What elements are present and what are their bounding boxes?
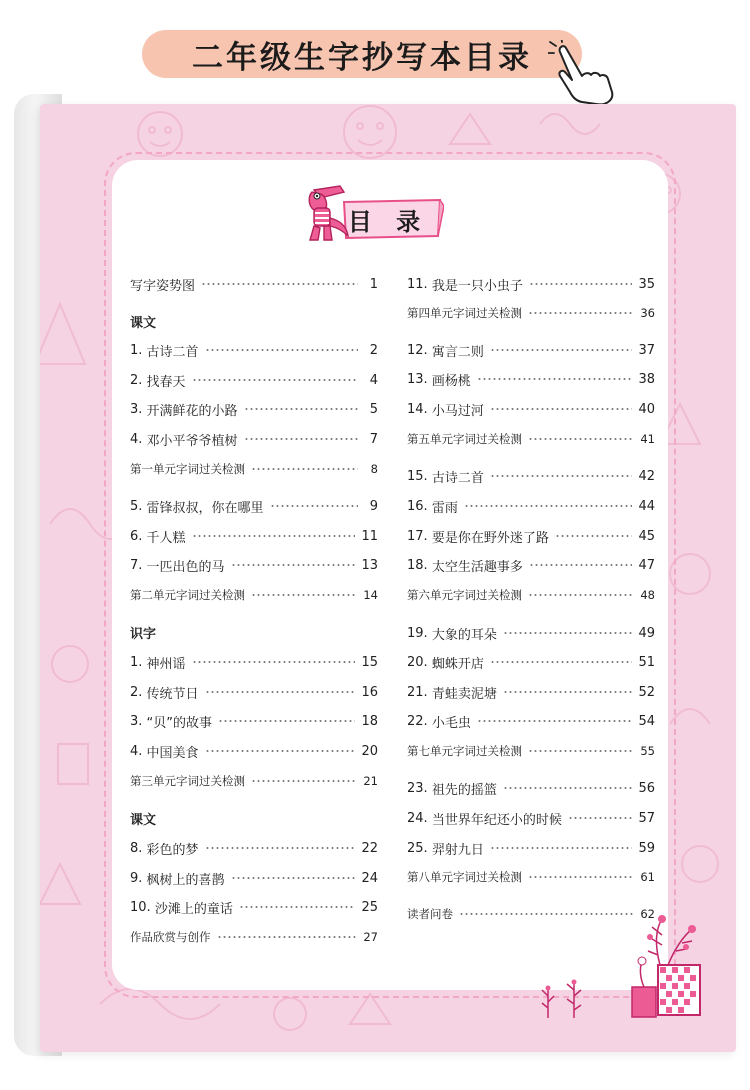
toc-page-number: 5 [369,401,378,417]
toc-page-number: 47 [638,557,655,573]
toc-leader-dots [555,535,633,537]
toc-page-number: 61 [640,870,655,884]
toc-title: 彩色的梦 [146,842,199,858]
toc-title: 雷锋叔叔，你在哪里 [146,500,264,516]
toc-leader-dots [205,750,356,752]
toc-title: 第一单元字词过关检测 [130,462,245,476]
toc-leader-dots [270,505,358,507]
toc-leader-dots [218,720,355,722]
toc-row[interactable] [130,681,378,703]
toc-title: 羿射九日 [431,842,484,858]
toc-leader-dots [528,876,634,878]
toc-title: 神州谣 [146,656,186,672]
toc-row[interactable] [130,740,378,762]
section-heading: 课文 [130,315,157,331]
toc-row[interactable] [407,710,655,732]
toc-leader-dots [459,913,634,915]
toc-page-number: 14 [363,588,378,602]
toc-title: 枫树上的喜鹊 [146,872,225,888]
toc-number: 13. [407,371,432,387]
toc-number: 14. [407,401,432,417]
toc-page-number: 11 [361,528,378,544]
toc-row[interactable] [130,428,378,450]
toc-leader-dots [244,408,358,410]
toc-page-number: 24 [361,870,378,886]
toc-number: 21. [407,684,432,700]
toc-row[interactable] [407,495,655,517]
toc-title: 大象的耳朵 [431,627,497,643]
toc-number: 22. [407,713,432,729]
toc-title: 当世界年纪还小的时候 [431,812,562,828]
toc-unit-check-row[interactable] [130,926,378,948]
toc-title: 找春天 [146,374,186,390]
toc-title: 蜘蛛开店 [431,656,484,672]
toc-leader-dots [528,750,634,752]
toc-unit-check-row[interactable] [407,903,655,925]
toc-leader-dots [503,632,633,634]
toc-row[interactable] [407,398,655,420]
toc-page-number: 44 [638,498,655,514]
toc-leader-dots [490,475,633,477]
toc-leader-dots [528,312,634,314]
toc-title: 中国美食 [146,745,199,761]
sprig-icon [536,978,592,1018]
toc-title: 青蛙卖泥塘 [431,686,497,702]
toc-leader-dots [205,847,356,849]
toc-leader-dots [568,817,633,819]
toc-page-number: 40 [638,401,655,417]
toc-number: 2. [130,372,147,388]
toc-number: 1. [130,342,147,358]
toc-title: 寓言二则 [431,344,484,360]
toc-number: 8. [130,840,147,856]
flower-pot-icon [622,915,708,1020]
toc-page-number: 35 [638,276,655,292]
pointing-hand-icon [548,40,622,106]
toc-row[interactable] [130,273,378,295]
toc-page-number: 9 [369,498,378,514]
toc-title: 写字姿势图 [130,278,196,294]
toc-page-number: 18 [361,713,378,729]
toc-page-number: 15 [361,654,378,670]
toc-number: 9. [130,870,147,886]
toc-title: 开满鲜花的小路 [146,403,238,419]
toc-leader-dots [231,564,356,566]
toc-number: 5. [130,498,147,514]
toc-number: 11. [407,276,432,292]
toc-leader-dots [490,661,633,663]
toc-page-number: 51 [638,654,655,670]
toc-page-number: 49 [638,625,655,641]
toc-number: 18. [407,557,432,573]
toc-row[interactable] [407,651,655,673]
toc-page-number: 42 [638,468,655,484]
toc-row[interactable] [407,837,655,859]
toc-leader-dots [529,564,633,566]
toc-title: 第五单元字词过关检测 [407,432,522,446]
toc-leader-dots [192,379,358,381]
toc-leader-dots [205,691,356,693]
toc-page-number: 7 [369,431,378,447]
toc-number: 2. [130,684,147,700]
toc-number: 16. [407,498,432,514]
toc-page-number: 48 [640,588,655,602]
toc-row[interactable] [130,837,378,859]
toc-page-number: 57 [638,810,655,826]
toc-leader-dots [528,594,634,596]
toc-row[interactable] [130,525,378,547]
toc-title: “贝”的故事 [146,715,213,731]
toc-leader-dots [251,594,357,596]
toc-page-number: 16 [361,684,378,700]
toc-leader-dots [231,877,356,879]
toc-page-number: 4 [369,372,378,388]
toc-leader-dots [205,349,358,351]
toc-row[interactable] [130,896,378,918]
toc-number: 23. [407,780,432,796]
toc-number: 25. [407,840,432,856]
toc-row[interactable] [407,777,655,799]
toc-title: 第四单元字词过关检测 [407,306,522,320]
toc-page-number: 54 [638,713,655,729]
toc-title: 第六单元字词过关检测 [407,588,522,602]
toc-title: 读者问卷 [407,907,453,921]
toc-number: 6. [130,528,147,544]
toc-title: 沙滩上的童话 [154,901,233,917]
toc-leader-dots [192,535,356,537]
toc-number: 3. [130,713,147,729]
toc-title: 千人糕 [146,530,186,546]
toc-page-number: 41 [640,432,655,446]
toc-number: 1. [130,654,147,670]
toc-heading: 目 录 [347,207,429,236]
toc-page-number: 36 [640,306,655,320]
toc-title: 第二单元字词过关检测 [130,588,245,602]
toc-title: 传统节日 [146,686,199,702]
toc-row[interactable] [407,273,655,295]
toc-unit-check-row[interactable] [130,584,378,606]
toc-row[interactable] [130,339,378,361]
toc-leader-dots [464,505,633,507]
toc-number: 19. [407,625,432,641]
toc-row[interactable] [407,368,655,390]
toc-leader-dots [490,349,633,351]
toc-number: 7. [130,557,147,573]
toc-row[interactable] [407,807,655,829]
toc-number: 10. [130,899,155,915]
toc-leader-dots [251,780,357,782]
toc-title: 画杨桃 [431,373,471,389]
toc-number: 20. [407,654,432,670]
toc-page-number: 22 [361,840,378,856]
toc-title: 第三单元字词过关检测 [130,774,245,788]
section-heading: 课文 [130,812,157,828]
toc-page-number: 21 [363,774,378,788]
toc-row[interactable] [407,622,655,644]
toc-row[interactable] [130,495,378,517]
toc-title: 要是你在野外迷了路 [431,530,549,546]
toc-row[interactable] [407,681,655,703]
page-title [142,30,582,78]
toc-page-number: 2 [369,342,378,358]
toc-page-number: 55 [640,744,655,758]
toc-leader-dots [490,847,633,849]
toc-page-number: 25 [361,899,378,915]
toc-title: 第八单元字词过关检测 [407,870,522,884]
toc-row[interactable] [407,525,655,547]
toc-page-number: 37 [638,342,655,358]
toc-leader-dots [477,720,633,722]
toc-number: 24. [407,810,432,826]
toc-leader-dots [217,936,358,938]
toc-row[interactable] [130,369,378,391]
toc-number: 15. [407,468,432,484]
toc-title: 古诗二首 [431,470,484,486]
toc-unit-check-row[interactable] [130,458,378,480]
toc-title: 小毛虫 [431,715,471,731]
toc-leader-dots [201,283,358,285]
page-title-text: 二年级生字抄写本目录 [192,39,532,76]
toc-row[interactable] [407,465,655,487]
toc-number: 4. [130,743,147,759]
toc-title: 我是一只小虫子 [431,278,523,294]
toc-unit-check-row[interactable] [407,866,655,888]
toc-leader-dots [244,438,358,440]
toc-number: 17. [407,528,432,544]
toc-row[interactable] [130,398,378,420]
toc-unit-check-row[interactable] [407,428,655,450]
toc-leader-dots [503,787,633,789]
toc-page-number: 45 [638,528,655,544]
toc-row[interactable] [407,554,655,576]
toc-leader-dots [192,661,356,663]
toc-unit-check-row[interactable] [407,740,655,762]
toc-page-number: 38 [638,371,655,387]
toc-leader-dots [477,378,633,380]
toc-title: 作品欣赏与创作 [130,930,211,944]
toc-row[interactable] [407,339,655,361]
toc-page-number: 52 [638,684,655,700]
toc-leader-dots [528,438,634,440]
toc-leader-dots [239,906,356,908]
toc-leader-dots [251,468,358,470]
toc-number: 12. [407,342,432,358]
toc-page-number: 20 [361,743,378,759]
toc-leader-dots [529,283,633,285]
toc-page-number: 1 [369,276,378,292]
toc-page-number: 8 [370,462,378,476]
toc-title: 太空生活趣事多 [431,559,523,575]
toc-title: 一匹出色的马 [146,559,225,575]
toc-title: 小马过河 [431,403,484,419]
toc-title: 邓小平爷爷植树 [146,433,238,449]
toc-page-number: 59 [638,840,655,856]
toc-leader-dots [503,691,633,693]
toc-page-number: 56 [638,780,655,796]
section-heading: 识字 [130,626,157,642]
toc-row[interactable] [130,651,378,673]
toc-title: 古诗二首 [146,344,199,360]
toc-unit-check-row[interactable] [130,770,378,792]
toc-page-number: 62 [640,907,655,921]
toc-number: 4. [130,431,147,447]
toc-row[interactable] [130,554,378,576]
toc-page-number: 13 [361,557,378,573]
toc-unit-check-row[interactable] [407,302,655,324]
crocodile-mascot-icon [300,182,350,244]
toc-number: 3. [130,401,147,417]
toc-row[interactable] [130,710,378,732]
toc-unit-check-row[interactable] [407,584,655,606]
toc-title: 第七单元字词过关检测 [407,744,522,758]
toc-row[interactable] [130,867,378,889]
toc-leader-dots [490,408,633,410]
toc-title: 祖先的摇篮 [431,782,497,798]
toc-page-number: 27 [363,930,378,944]
toc-title: 雷雨 [431,500,458,516]
